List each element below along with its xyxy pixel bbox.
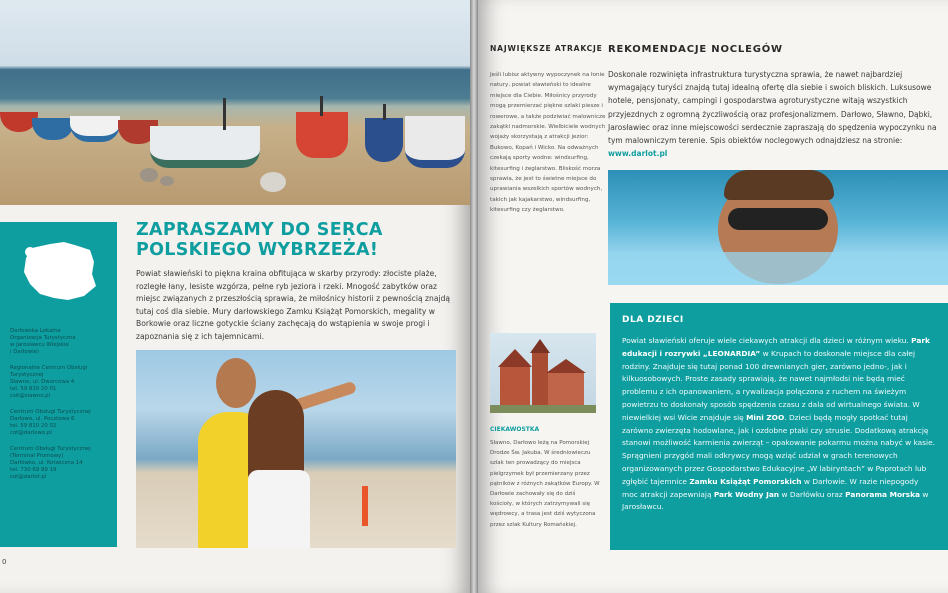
boat-mast bbox=[320, 96, 323, 116]
kids-title: DLA DZIECI bbox=[622, 315, 684, 325]
recommendations-text bbox=[608, 68, 948, 160]
contact-line: Centrum Obsługi Turystycznej bbox=[10, 446, 91, 452]
intro-paragraph: Powiat sławieński to piękna kraina obfitująca w skarby przyrody: złociste plaże, rozległe łany, lesiste wzgórza, pełne ryb jeziora i rzeki. Mnogość zabytków oraz miejsc związanych z przeszłością sprawia, że miłośnicy historii z pewnością znajdą tutaj coś dla siebie. Mury darłowskiego Zamku Książąt Pomorskich, megality w Borkowie oraz liczne gotyckie ściany zachęcają do wstąpienia w swoje progi i zapoznania się z ich tajemnicami. bbox=[136, 269, 451, 341]
kids-section bbox=[610, 303, 948, 550]
contact-block bbox=[10, 365, 107, 400]
contact-line: Darłowo, ul. Pocztowa 6 bbox=[10, 416, 75, 422]
swim-goggles bbox=[728, 208, 828, 230]
contact-sidebar bbox=[0, 222, 117, 547]
contact-line: Centrum Obsługi Turystycznej bbox=[10, 409, 91, 415]
boat-mast bbox=[223, 98, 226, 130]
contact-line: csit@slawno.pl bbox=[10, 393, 51, 399]
contact-line: Turystycznej bbox=[10, 372, 44, 378]
contact-block bbox=[10, 328, 107, 356]
stone bbox=[140, 168, 158, 182]
photo-beach-umbrella bbox=[362, 486, 368, 526]
swimmer-photo bbox=[608, 170, 948, 285]
kids-highlight: Park edukacji i rozrywki „LEONARDIA” bbox=[622, 336, 930, 358]
contact-line: tel. 59 810 20 01 bbox=[10, 386, 57, 392]
right-page bbox=[478, 0, 948, 593]
contact-line: Organizacja Turystyczna bbox=[10, 335, 76, 341]
boat bbox=[150, 126, 260, 168]
kids-highlight: Panorama Morska bbox=[845, 489, 920, 499]
left-page bbox=[0, 0, 470, 593]
contact-line: cot@darlot.pl bbox=[10, 474, 47, 480]
headline-line: POLSKIEGO WYBRZEŻA! bbox=[136, 240, 379, 260]
kids-text-part: w Jarosławcu. bbox=[622, 489, 929, 512]
couple-beach-photo bbox=[136, 350, 456, 548]
stone bbox=[260, 172, 286, 192]
attractions-text: Jeśli lubisz aktywny wypoczynek na łonie natury, powiat sławieński to idealne miejsce dla Ciebie. Miłośnicy przyrody mogą przemierzać piękne szlaki piesze i rowerowe, a także podziwiać malownicze zakątki nadmorskie. Wielbiciele wodnych wojaży skorzystają z atrakcji jezior: Bukowo, Kopań i Wicko. Na odważnych czekają sporty wodne: windsurfing, kitesurfing i żeglarstwo. Bliskość morza sprawia, że jest to świetne miejsce do uprawiania wszelkich sportów wodnych, takich jak kajakarstwo, windsurfing, kitesurfing czy żeglarstwo. bbox=[490, 72, 606, 214]
water-line bbox=[608, 252, 948, 285]
swimmer-hair bbox=[724, 170, 834, 200]
kids-highlight: Park Wodny Jan bbox=[713, 489, 780, 499]
recommendations-title: REKOMENDACJE NOCLEGÓW bbox=[608, 44, 783, 55]
boat bbox=[32, 118, 74, 140]
photo-woman-dress bbox=[248, 470, 310, 548]
contact-line: Regionalne Centrum Obsługi bbox=[10, 365, 88, 371]
boat bbox=[70, 116, 120, 142]
beach-boats-photo bbox=[0, 0, 470, 205]
poland-map-icon bbox=[20, 240, 98, 302]
contact-line: Sławno, ul. Dworcowa 4 bbox=[10, 379, 75, 385]
caption-title: CIEKAWOSTKA bbox=[490, 426, 540, 433]
contact-line: cot@darlowo.pl bbox=[10, 430, 52, 436]
boat bbox=[405, 116, 465, 168]
page-number: 0 bbox=[2, 558, 7, 566]
book-spine bbox=[470, 0, 478, 593]
castle-illustration bbox=[490, 333, 596, 413]
boat bbox=[296, 112, 348, 158]
kids-text-part: w Krupach to doskonałe miejsce dla całej rodziny. Znajduje się tutaj ponad 100 drewnianych gier, zarówno jedno-, jak i kilkuosobowych. Proste zasady sprawiają, że nawet najmłodsi nie będą mieć problemu z ich opanowaniem, a rywalizacja połączona z ruchem na świeżym powietrzu to doskonały sposób spędzenia czasu z dala od wirtualnego świata. W niewielkiej wsi Wicie znajduje się bbox=[622, 348, 920, 422]
contact-line: Darłowska Lokalna bbox=[10, 328, 61, 334]
stone bbox=[160, 176, 174, 186]
recommendations-body: Doskonale rozwinięta infrastruktura turystyczna sprawia, że nawet najbardziej wymagający turyści znajdą tutaj idealną ofertę dla siebie i swoich bliskich. Luksusowe hotele, pensjonaty, campingi i gospodarstwa agroturystyczne witają wszystkich przyjezdnych z ogromną życzliwością oraz profesjonalizmem. Darłowo, Sławno, Dąbki, Jarosławiec oraz inne miejscowości serdecznie zapraszają do spędzenia wypoczynku na tym malowniczym terenie. Spis obiektów noclegowych odnajdziesz na stronie: bbox=[608, 70, 937, 146]
photo-man-head bbox=[216, 358, 256, 408]
boat bbox=[365, 118, 403, 162]
kids-highlight: Zamku Książąt Pomorskich bbox=[689, 476, 802, 486]
caption-text: Sławno, Darłowo leżą na Pomorskiej Drodze Św. Jakuba. W średniowieczu szlak ten prowadzący do miejsca pielgrzymek był przemierzany przez pątników z różnych zakątków Europy. W Darłowie zachowały się do dziś kościoły, w których zatrzymywali się wędrowcy, a trasa jest dziś wytyczona przez szlak Kultury Romańskiej. bbox=[490, 440, 600, 528]
kids-text-part: Powiat sławieński oferuje wiele ciekawych atrakcji dla dzieci w różnym wieku. bbox=[622, 336, 909, 345]
contact-line: Darłówko, ul. Kotwiczna 14 bbox=[10, 460, 83, 466]
contact-line: w Jarosławcu Wiejskie bbox=[10, 342, 69, 348]
kids-text-part: w Darłówku oraz bbox=[781, 489, 843, 499]
kids-text-part: . Dzieci będą mogły spotkać tutaj zarówno zwierzęta hodowlane, jak i ozdobne ptaki czy strusie. Dodatkową atrakcję stanowi możliwość karmienia zwierząt – opakowanie pokarmu można nabyć w kasie. Sprągnieni przygód mali odkrywcy mogą wziąć udział w grach terenowych organizowanych przez Gospodarstwo Edukacyjne „W labiryntach” w Paprotach lub zgłębić tajemnice bbox=[622, 412, 935, 486]
contact-block bbox=[10, 409, 107, 437]
headline-line: ZAPRASZAMY DO SERCA bbox=[136, 220, 383, 240]
kids-highlight: Mini ZOO bbox=[746, 412, 785, 422]
kids-text-part: w Darłowie. W razie niepogody moc atrakcji zapewniają bbox=[622, 476, 919, 499]
kids-text bbox=[622, 335, 936, 514]
contact-line: i Darłowie) bbox=[10, 349, 40, 355]
contact-line: (Terminal Promowy) bbox=[10, 453, 64, 459]
contact-block bbox=[10, 446, 107, 481]
contact-line: tel. 59 810 20 02 bbox=[10, 423, 57, 429]
attractions-title: NAJWIĘKSZE ATRAKCJE bbox=[490, 44, 603, 53]
boat-mast bbox=[383, 104, 386, 120]
contact-line: tel. 730 69 99 19 bbox=[10, 467, 57, 473]
darlot-link[interactable]: www.darlot.pl bbox=[608, 149, 668, 159]
castle-photo bbox=[490, 333, 596, 413]
page-headline bbox=[136, 220, 466, 260]
